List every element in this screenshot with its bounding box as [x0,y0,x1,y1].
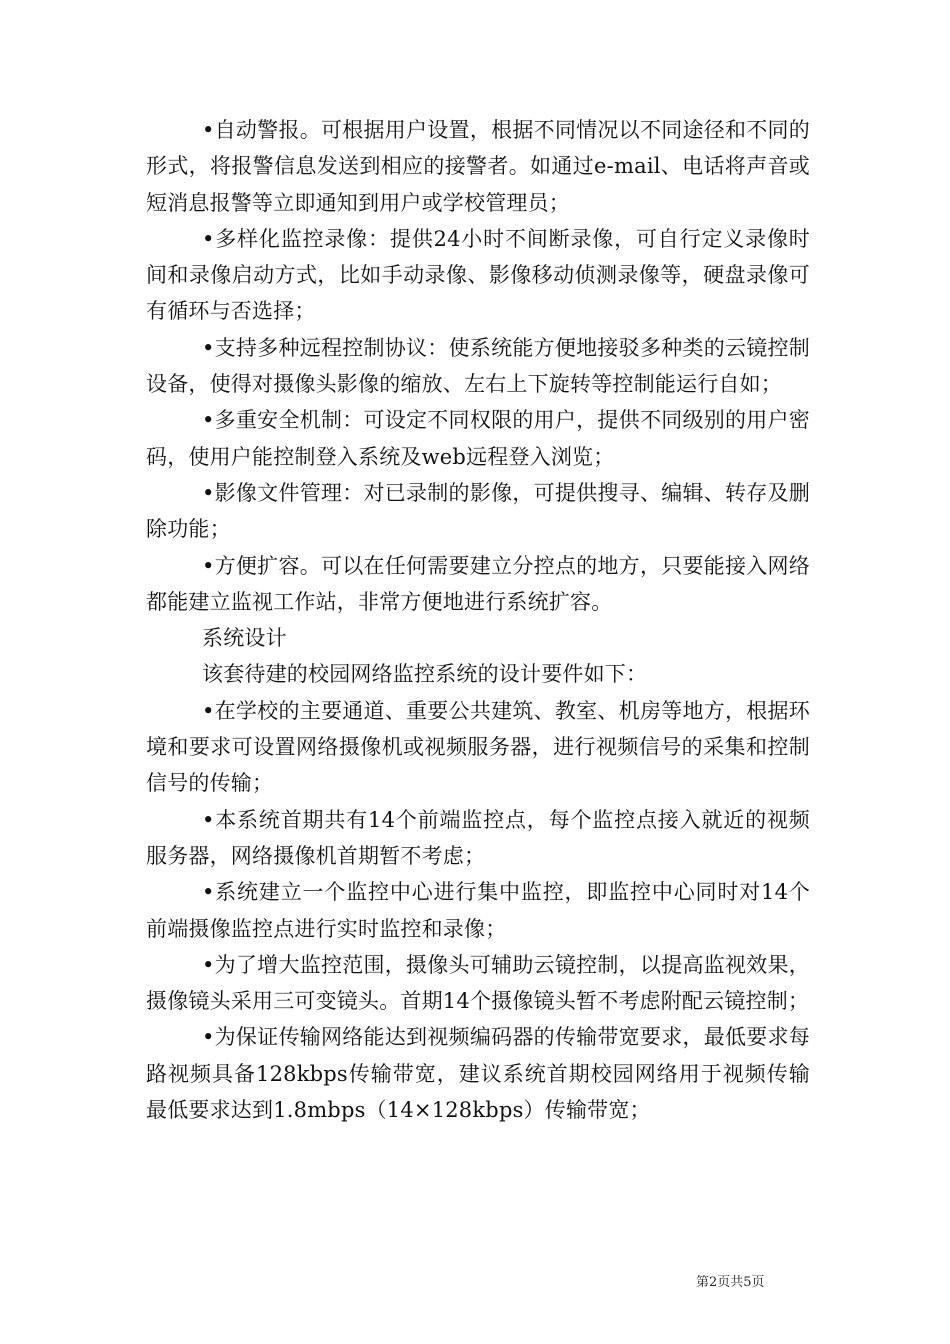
paragraph-monitoring-center: •系统建立一个监控中心进行集中监控，即监控中心同时对14个前端摄像监控点进行实时监控和录像； [146,880,810,941]
paragraph-file-management: •影像文件管理：对已录制的影像，可提供搜寻、编辑、转存及删除功能； [146,480,810,542]
paragraph-security: •多重安全机制：可设定不同权限的用户，提供不同级别的用户密码，使用户能控制登入系统及web远程登入浏览； [146,408,810,469]
paragraph-recording: •多样化监控录像：提供24小时不间断录像，可自行定义录像时间和录像启动方式，比如手动录像、影像移动侦测录像等，硬盘录像可有循环与否选择； [146,226,810,324]
document-body [146,112,810,1128]
paragraph-bandwidth: •为保证传输网络能达到视频编码器的传输带宽要求，最低要求每路视频具备128kbps传输带宽，建议系统首期校园网络用于视频传输最低要求达到1.8mbps（14×128kbps）传输带宽； [146,1025,810,1123]
page-number: 第2页共5页 [696,1275,765,1290]
paragraph-auto-alarm: •自动警报。可根据用户设置，根据不同情况以不同途径和不同的形式，将报警信息发送到相应的接警者。如通过e-mail、电话将声音或短消息报警等立即通知到用户或学校管理员； [146,118,810,215]
paragraph-monitoring-points: •本系统首期共有14个前端监控点，每个监控点接入就近的视频服务器，网络摄像机首期暂不考虑； [146,807,810,868]
section-heading: 系统设计 [202,626,287,651]
paragraph-remote-control: •支持多种远程控制协议：使系统能方便地接驳多种类的云镜控制设备，使得对摄像头影像的缩放、左右上下旋转等控制能运行自如； [146,335,810,397]
paragraph-lens: •为了增大监控范围，摄像头可辅助云镜控制，以提高监视效果，摄像镜头采用三可变镜头。首期14个摄像镜头暂不考虑附配云镜控制； [146,952,810,1014]
paragraph-camera-placement: •在学校的主要通道、重要公共建筑、教室、机房等地方，根据环境和要求可设置网络摄像机或视频服务器，进行视频信号的采集和控制信号的传输； [146,698,810,796]
paragraph-expansion: •方便扩容。可以在任何需要建立分控点的地方，只要能接入网络都能建立监视工作站，非常方便地进行系统扩容。 [146,553,810,614]
paragraph-design-intro: 该套待建的校园网络监控系统的设计要件如下： [202,662,648,687]
